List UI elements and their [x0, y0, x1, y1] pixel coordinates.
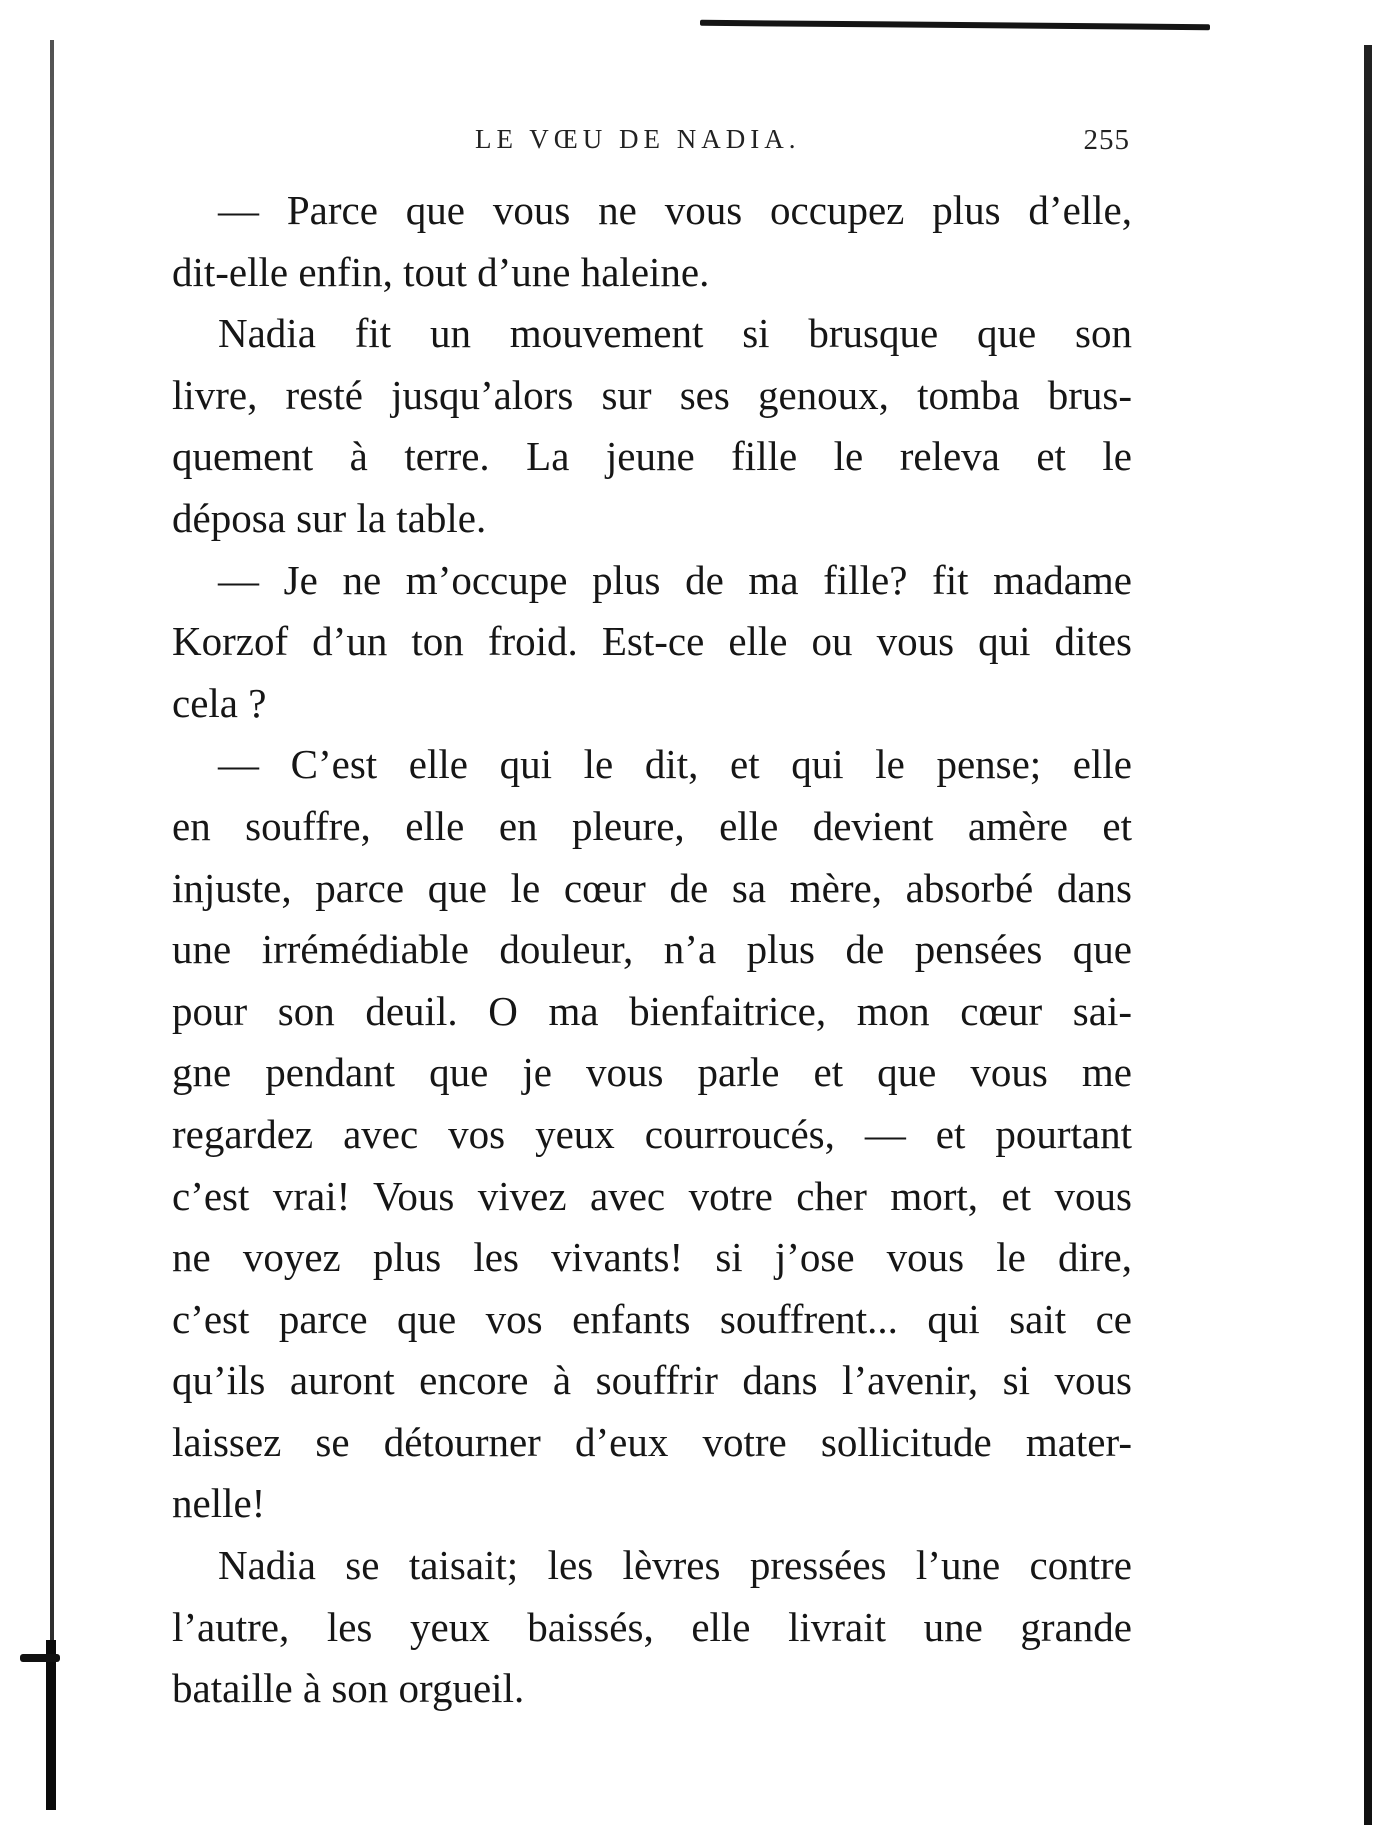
text-line: — Je ne m’occupe plus de ma fille? fit madame [218, 556, 1132, 603]
body-text [172, 180, 1132, 1720]
text-line: regardez avec vos yeux courroucés, — et pourtant [172, 1110, 1132, 1157]
text-line: nelle! [172, 1480, 266, 1527]
text-line: dit-elle enfin, tout d’une haleine. [172, 248, 710, 295]
text-line: — Parce que vous ne vous occupez plus d’elle, [218, 187, 1132, 233]
text-line: l’autre, les yeux baissés, elle livrait une grande [172, 1603, 1132, 1650]
text-line: qu’ils auront encore à souffrir dans l’avenir, si vous [172, 1357, 1132, 1404]
text-line: c’est vrai! Vous vivez avec votre cher mort, et vous [172, 1172, 1132, 1219]
text-line: Nadia se taisait; les lèvres pressées l’une contre [218, 1542, 1132, 1589]
text-line: c’est parce que vos enfants souffrent... qui sait ce [172, 1295, 1132, 1342]
scan-right-edge [1364, 45, 1372, 1825]
text-line: laissez se détourner d’eux votre sollicitude mater- [172, 1418, 1132, 1465]
scan-left-mark [20, 1654, 60, 1662]
text-line: une irrémédiable douleur, n’a plus de pensées que [172, 926, 1132, 973]
text-line: cela ? [172, 679, 267, 726]
text-line: injuste, parce que le cœur de sa mère, absorbé dans [172, 864, 1132, 911]
text-line: Nadia fit un mouvement si brusque que son [218, 310, 1132, 357]
scan-left-edge [50, 40, 54, 1810]
text-line: quement à terre. La jeune fille le releva et le [172, 433, 1132, 480]
scan-top-rule [700, 20, 1210, 30]
text-line: pour son deuil. O ma bienfaitrice, mon cœur sai- [172, 987, 1132, 1034]
text-line: gne pendant que je vous parle et que vous me [172, 1049, 1132, 1096]
text-line: livre, resté jusqu’alors sur ses genoux, tomba brus- [172, 371, 1132, 418]
page-number: 255 [1083, 124, 1130, 156]
text-line: — C’est elle qui le dit, et qui le pense; elle [218, 741, 1132, 788]
scan-left-edge-shadow [46, 1640, 56, 1810]
text-line: Korzof d’un ton froid. Est-ce elle ou vous qui dites [172, 618, 1132, 665]
text-line: bataille à son orgueil. [172, 1665, 525, 1712]
running-title: LE VŒU DE NADIA. [475, 124, 801, 154]
text-line: ne voyez plus les vivants! si j’ose vous le dire, [172, 1234, 1132, 1281]
running-head [170, 124, 1130, 164]
text-line: déposa sur la table. [172, 494, 487, 541]
text-line: en souffre, elle en pleure, elle devient amère et [172, 802, 1132, 849]
